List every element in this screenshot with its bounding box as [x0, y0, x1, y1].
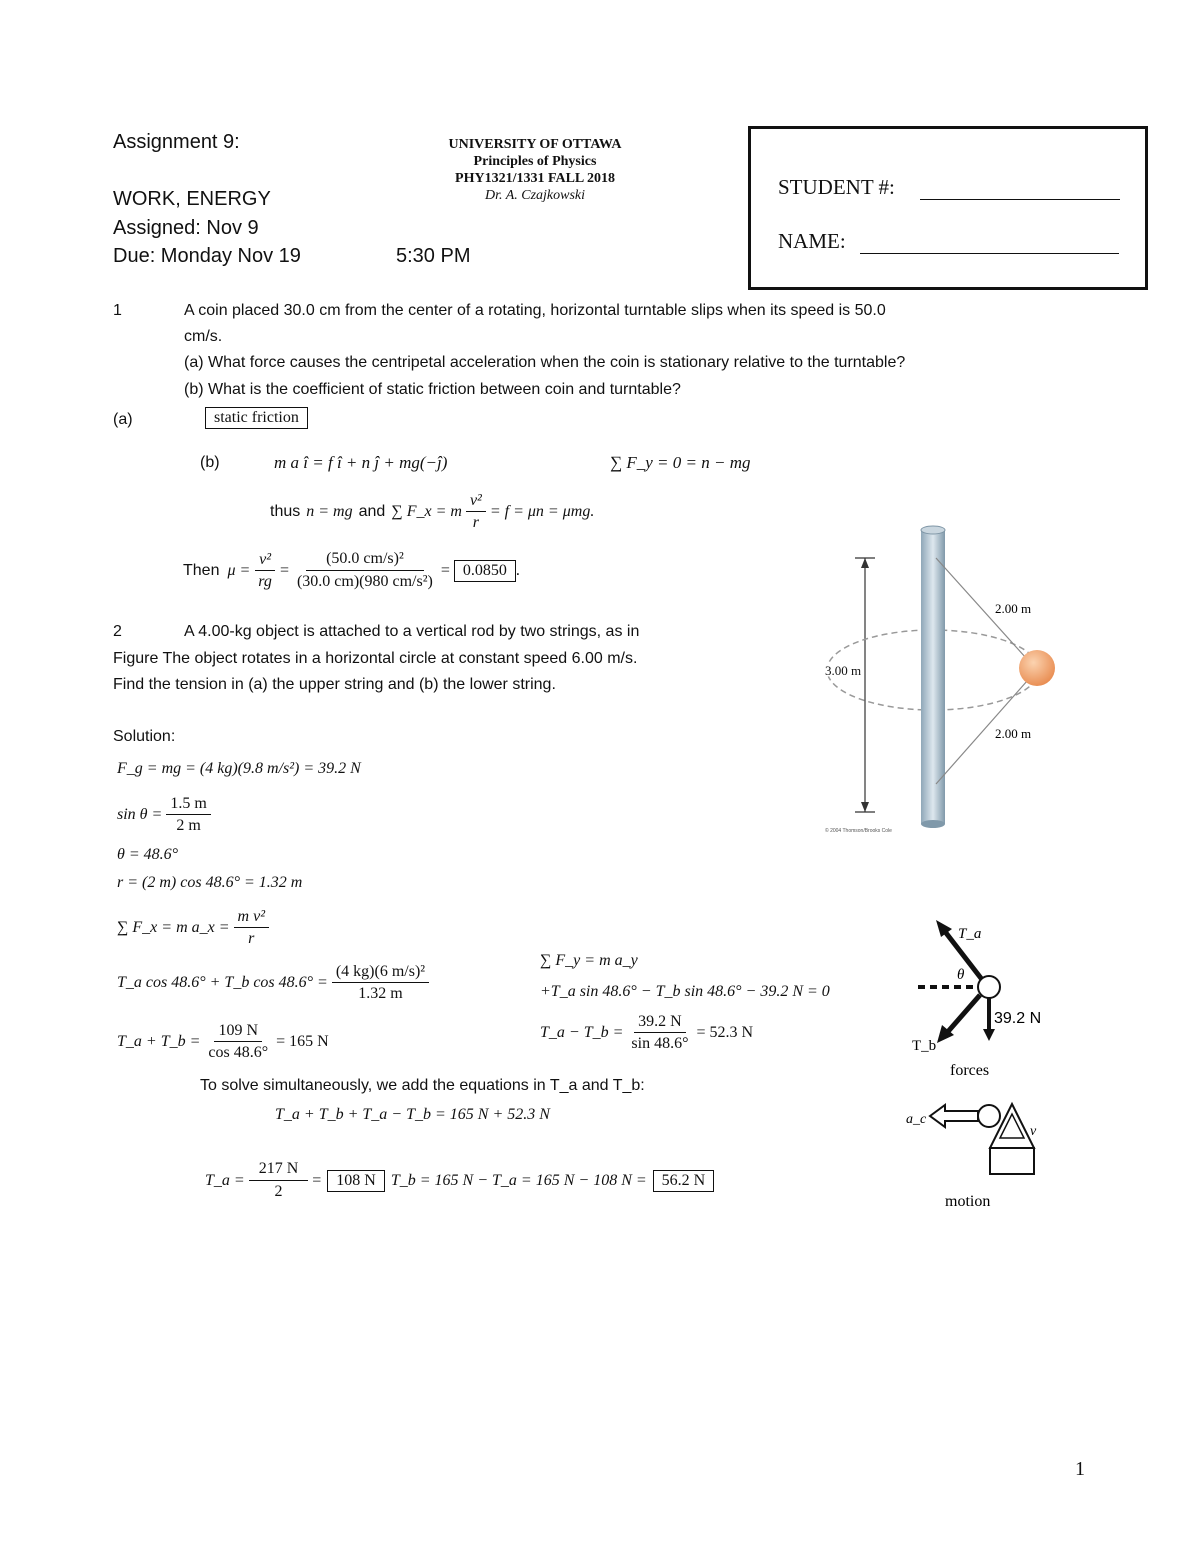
q1-line1: A coin placed 30.0 cm from the center of a rotating, horizontal turntable slips when its speed is 50.0 — [184, 302, 886, 319]
sin-num: 1.5 m — [166, 795, 210, 815]
q1-a-answer: static friction — [205, 407, 308, 429]
theta-label: θ — [957, 967, 965, 983]
friction-eq: = f = μn = μmg. — [489, 503, 595, 520]
object-ball — [1019, 650, 1055, 686]
sin-line — [117, 795, 215, 835]
thus-word: thus — [270, 503, 301, 520]
due-date: Due: Monday Nov 19 — [113, 245, 301, 267]
university-name: UNIVERSITY OF OTTAWA — [448, 137, 622, 152]
tdiff-res: = 52.3 N — [696, 1024, 754, 1041]
due-time: 5:30 PM — [396, 245, 471, 267]
object-point — [978, 976, 1000, 998]
tsum-lhs: T_a + T_b = — [117, 1033, 201, 1050]
v2: v² — [466, 492, 486, 512]
assigned-date: Assigned: Nov 9 — [113, 217, 259, 239]
tsum-frac — [204, 1022, 272, 1062]
q1-then-line: Then μ = $\frac{\text{v²}}{rg}$ = $\frac{\text{(50.0 cm/s)²}}{\text{(30.0 cm)(980 cm/s²)}}$ = 0.0850 . — [183, 550, 520, 590]
instructor: Dr. A. Czajkowski — [484, 188, 586, 203]
assignment-topic: WORK, ENERGY — [113, 188, 271, 210]
student-number-label: STUDENT #: — [778, 175, 895, 199]
r-den: r — [248, 930, 255, 947]
tsum-line — [117, 1022, 329, 1062]
motion-label: motion — [945, 1193, 991, 1210]
page-number: 1 — [1075, 1458, 1085, 1480]
rod-figure — [815, 520, 1085, 840]
ac-label: a_c — [906, 1112, 927, 1127]
tdiff-lhs: T_a − T_b = — [540, 1024, 624, 1041]
lower-string-label: 2.00 m — [995, 726, 1032, 741]
q1-part-a: (a) What force causes the centripetal acceleration when the coin is stationary relative to the turntable? — [184, 354, 906, 371]
q1-a-label: (a) — [113, 411, 133, 428]
fg-eq: F_g = mg = (4 kg)(9.8 m/s²) = 39.2 N — [117, 760, 361, 777]
r-eq: r = (2 m) cos 48.6° = 1.32 m — [117, 874, 303, 891]
q2-line2: Figure The object rotates in a horizontal circle at constant speed 6.00 m/s. — [113, 650, 638, 667]
height-label: 3.00 m — [825, 663, 862, 678]
weight-label: 39.2 N — [994, 1010, 1042, 1027]
q2-number: 2 — [113, 623, 122, 640]
ta-lhs: T_a = — [205, 1171, 245, 1189]
tb-answer: 56.2 N — [653, 1170, 715, 1192]
q1-thus-line — [270, 492, 594, 532]
add-eq: T_a + T_b + T_a − T_b = 165 N + 52.3 N — [275, 1106, 550, 1123]
motion-object — [978, 1105, 1000, 1127]
solution-label: Solution: — [113, 728, 176, 745]
force-diagram — [900, 915, 1050, 1090]
ta-label: T_a — [958, 926, 982, 942]
forces-label: forces — [950, 1062, 990, 1079]
ta-frac — [249, 1160, 309, 1201]
mu-numeric — [293, 550, 437, 591]
ac-arrow — [930, 1105, 978, 1127]
tdiff-num: 39.2 N — [634, 1013, 686, 1033]
q2-line3: Find the tension in (a) the upper string and (b) the lower string. — [113, 676, 556, 693]
tcos-num: (4 kg)(6 m/s)² — [332, 963, 429, 983]
tsum-num: 109 N — [214, 1022, 262, 1042]
q1-b-label: (b) — [200, 454, 220, 471]
tcos-den: 1.32 m — [358, 985, 403, 1002]
ta-den: 2 — [274, 1183, 283, 1200]
name-field[interactable] — [860, 253, 1119, 254]
tcos-line — [117, 963, 433, 1003]
mu-num-value: (50.0 cm/s)² — [306, 550, 424, 571]
sin-frac — [166, 795, 210, 835]
tsin-eq: +T_a sin 48.6° − T_b sin 48.6° − 39.2 N = 0 — [540, 983, 830, 1000]
mv2: m v² — [234, 908, 269, 928]
tb-label: T_b — [912, 1038, 937, 1054]
mu-eq: μ = — [227, 561, 251, 579]
name-label: NAME: — [778, 229, 846, 253]
tdiff-line — [540, 1013, 753, 1053]
figure-credit: © 2004 Thomson/Brooks Cole — [825, 828, 892, 834]
course-name: Principles of Physics — [473, 154, 597, 169]
student-number-field[interactable] — [920, 199, 1120, 200]
q1-b-eq1: m a î = f î + n ĵ + mg(−ĵ) — [274, 453, 448, 472]
tb-arrow — [945, 995, 980, 1035]
q1-number: 1 — [113, 302, 122, 319]
motion-diagram — [900, 1090, 1050, 1215]
sum-fx-line — [117, 908, 273, 948]
v2-num: v² — [255, 551, 275, 571]
tdiff-den: sin 48.6° — [631, 1035, 689, 1052]
mv2-frac — [234, 908, 269, 948]
tcos-lhs: T_a cos 48.6° + T_b cos 48.6° = — [117, 974, 328, 991]
ta-line: T_a = $\frac{217 N}{2}$ = 108 N T_b = 165 N − T_a = 165 N − 108 N = 56.2 N — [205, 1160, 714, 1201]
v2-over-r — [466, 492, 486, 532]
rg: rg — [258, 572, 272, 590]
and-word: and — [358, 503, 386, 520]
upper-string-label: 2.00 m — [995, 601, 1032, 616]
v2-over-rg — [254, 551, 276, 591]
sin-lhs: sin θ = — [117, 806, 163, 823]
course-code: PHY1321/1331 FALL 2018 — [455, 171, 615, 186]
tcos-frac — [332, 963, 429, 1003]
r: r — [472, 514, 480, 531]
v-label: v — [1030, 1124, 1037, 1139]
sum-fy: ∑ F_y = m a_y — [540, 952, 638, 969]
q2-line1: A 4.00-kg object is attached to a vertical rod by two strings, as in — [184, 623, 640, 640]
ta-num: 217 N — [249, 1160, 309, 1181]
university-block — [400, 136, 670, 204]
ta-answer: 108 N — [327, 1170, 385, 1192]
tdiff-frac — [627, 1013, 692, 1053]
vertical-rod — [921, 530, 945, 824]
thus-eq: n = mg — [306, 503, 353, 520]
simultaneous-text: To solve simultaneously, we add the equations in T_a and T_b: — [200, 1077, 645, 1094]
sin-den: 2 m — [176, 817, 201, 834]
tsum-res: = 165 N — [276, 1033, 329, 1050]
q1-b-eq2: ∑ F_y = 0 = n − mg — [610, 453, 751, 472]
assignment-title: Assignment 9: — [113, 131, 240, 153]
sum-fx-lhs: ∑ F_x = m a_x = — [117, 919, 230, 936]
tb-eq: T_b = 165 N − T_a = 165 N − 108 N = — [390, 1171, 647, 1189]
q1-part-b: (b) What is the coefficient of static friction between coin and turntable? — [184, 381, 681, 398]
tsum-den: cos 48.6° — [208, 1044, 269, 1061]
q1-answer: 0.0850 — [454, 560, 516, 582]
q1-line2: cm/s. — [184, 328, 223, 345]
then-word: Then — [183, 561, 220, 579]
mu-den-value: (30.0 cm)(980 cm/s²) — [296, 573, 433, 590]
sum-fx: ∑ F_x = m — [391, 503, 462, 520]
student-info-box — [748, 126, 1148, 290]
theta-eq: θ = 48.6° — [117, 846, 179, 863]
